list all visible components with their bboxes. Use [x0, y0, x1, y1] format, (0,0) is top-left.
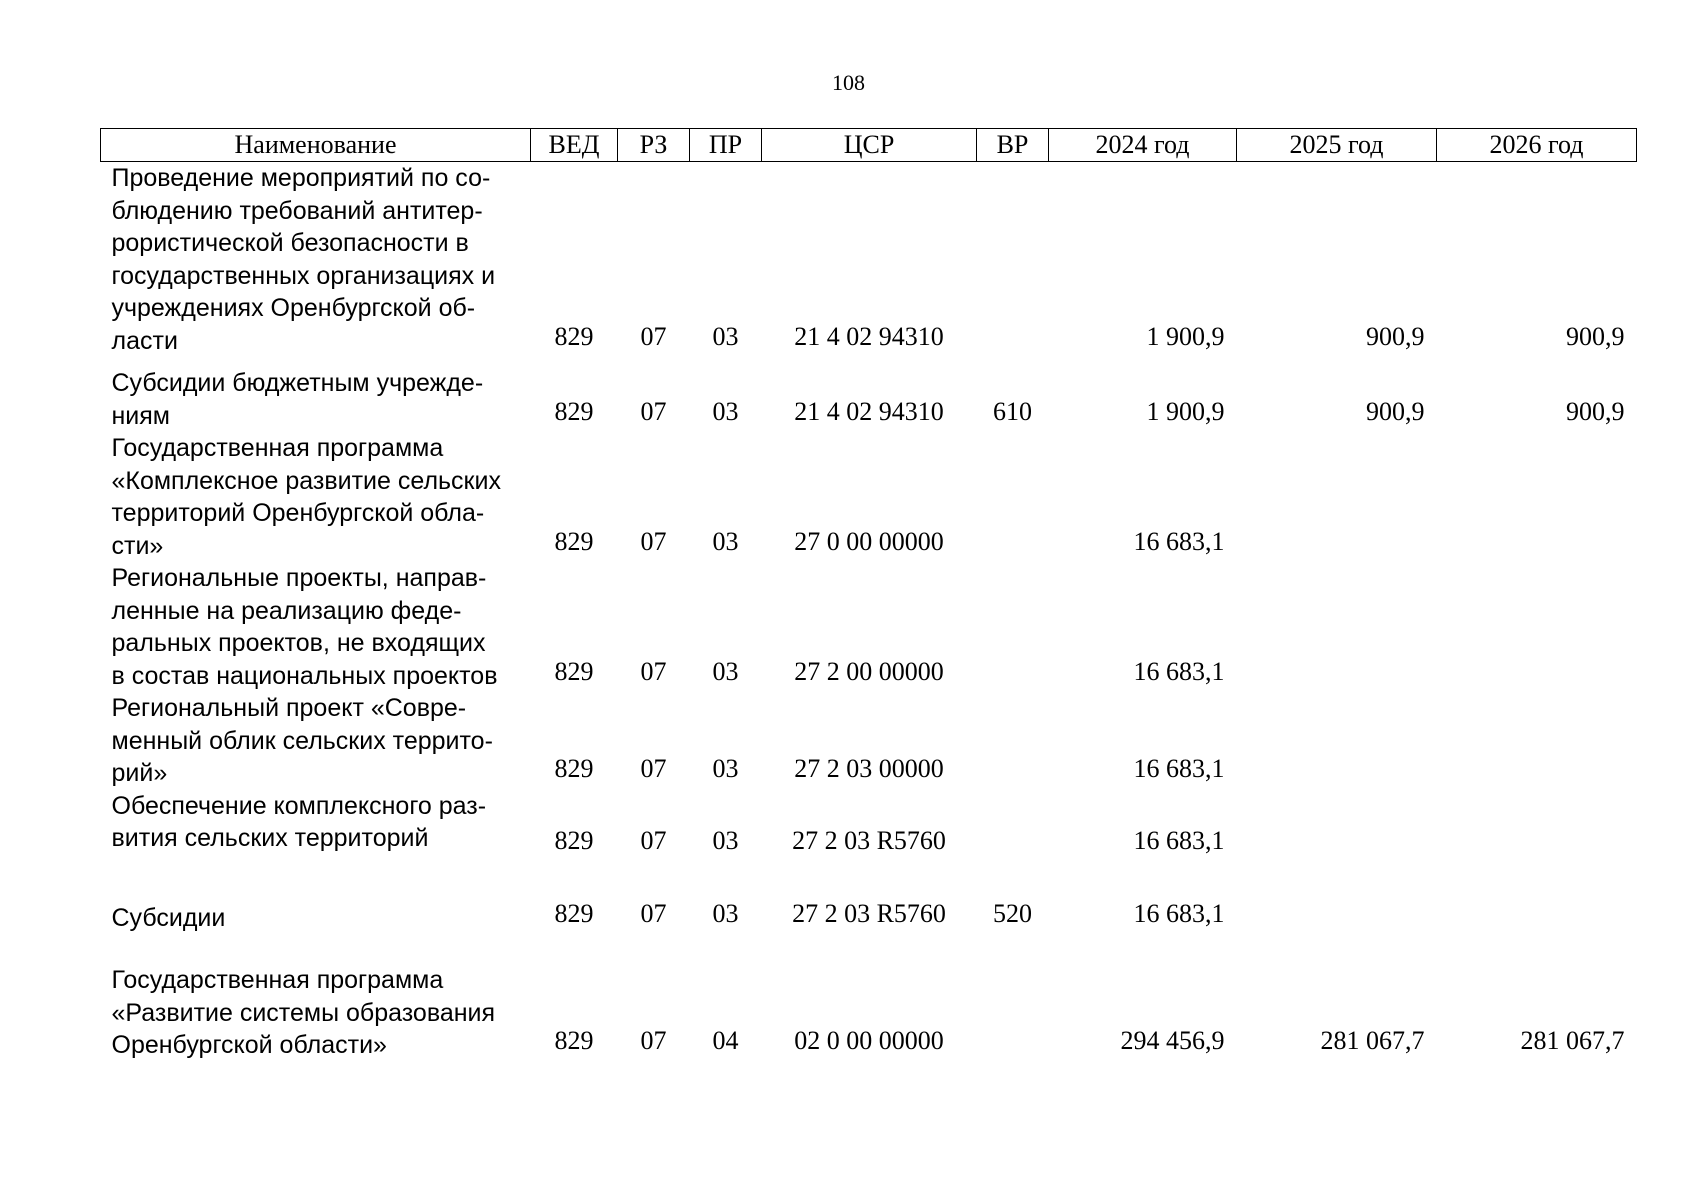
row-amount-2024: 16 683,1 [1133, 656, 1225, 686]
row-vr: 520 [993, 898, 1032, 928]
row-name-line: Региональный проект «Совре- [111, 694, 467, 722]
row-amount-2025 [1237, 862, 1437, 935]
table-row [101, 790, 1637, 862]
row-csr: 27 2 03 00000 [794, 754, 944, 783]
row-name-line: рористической безопасности в [111, 229, 469, 257]
row-vr [977, 562, 1049, 692]
row-rz: 07 [640, 321, 667, 351]
table-row [101, 934, 1637, 1062]
row-name-line: «Комплексное развитие сельских [111, 466, 501, 495]
row-name-line: учреждениях Оренбургской об- [111, 294, 476, 322]
row-csr: 21 4 02 94310 [794, 321, 944, 351]
row-name-line: сти» [111, 531, 164, 560]
row-vr [977, 790, 1049, 862]
row-pr: 03 [712, 526, 739, 556]
row-csr: 27 0 00 00000 [794, 526, 944, 556]
row-amount-2025 [1237, 692, 1437, 790]
row-name [101, 162, 531, 358]
row-name [101, 862, 531, 935]
row-amount-2026: 900,9 [1566, 321, 1625, 351]
row-amount-2024: 16 683,1 [1133, 826, 1225, 855]
row-name-line: ниям [111, 401, 170, 430]
table-body [101, 162, 1637, 1062]
row-name [101, 357, 531, 432]
row-amount-2025 [1237, 432, 1437, 562]
row-ved: 829 [554, 754, 594, 783]
row-ved: 829 [554, 321, 594, 351]
row-name [101, 432, 531, 562]
row-pr: 03 [712, 826, 739, 855]
row-csr: 02 0 00 00000 [794, 1026, 944, 1055]
header-pr: ПР [690, 129, 762, 162]
row-rz: 07 [640, 396, 667, 426]
row-csr: 21 4 02 94310 [794, 396, 944, 426]
table-header [101, 129, 1637, 162]
row-amount-2024: 1 900,9 [1146, 396, 1225, 426]
row-amount-2024: 16 683,1 [1133, 754, 1225, 783]
row-name-line: Государственная программа [111, 434, 444, 462]
row-csr: 27 2 00 00000 [794, 656, 944, 686]
row-ved: 829 [554, 898, 594, 928]
header-name: Наименование [101, 129, 531, 162]
table-row [101, 432, 1637, 562]
row-rz: 07 [640, 754, 667, 783]
row-amount-2024: 1 900,9 [1146, 321, 1225, 351]
row-vr [977, 162, 1049, 358]
row-amount-2024: 16 683,1 [1133, 526, 1225, 556]
row-amount-2024: 16 683,1 [1133, 898, 1225, 928]
row-pr: 03 [712, 656, 739, 686]
header-2026: 2026 год [1437, 129, 1637, 162]
table-row [101, 162, 1637, 358]
row-name [101, 934, 531, 1062]
row-name-line: государственных организациях и [111, 261, 496, 290]
row-csr: 27 2 03 R5760 [792, 898, 946, 928]
row-name-line: блюдению требований антитер- [111, 196, 483, 225]
row-amount-2026 [1437, 562, 1637, 692]
row-name [101, 790, 531, 862]
row-vr: 610 [993, 396, 1032, 426]
row-rz: 07 [640, 898, 667, 928]
row-amount-2026 [1437, 790, 1637, 862]
row-amount-2025: 900,9 [1366, 321, 1425, 351]
row-ved: 829 [554, 826, 594, 855]
row-rz: 07 [640, 526, 667, 556]
row-rz: 07 [640, 656, 667, 686]
row-vr [977, 692, 1049, 790]
row-name-line: Проведение мероприятий по со- [111, 164, 491, 192]
row-name [101, 562, 531, 692]
row-name-line: менный облик сельских террито- [111, 726, 493, 755]
row-pr: 03 [712, 754, 739, 783]
row-name-line: вития сельских территорий [111, 824, 429, 852]
row-pr: 03 [712, 898, 739, 928]
row-amount-2025 [1237, 562, 1437, 692]
row-name-line: Оренбургской области» [111, 1031, 387, 1059]
table-row [101, 357, 1637, 432]
row-amount-2026 [1437, 432, 1637, 562]
row-name-line: Региональные проекты, направ- [111, 564, 487, 592]
row-name-line: Субсидии [111, 903, 226, 932]
row-name-line: ральных проектов, не входящих [111, 629, 486, 657]
row-amount-2026 [1437, 692, 1637, 790]
row-pr: 04 [712, 1026, 739, 1055]
row-name [101, 692, 531, 790]
header-rz: РЗ [618, 129, 690, 162]
row-pr: 03 [712, 321, 739, 351]
row-amount-2026 [1437, 862, 1637, 935]
row-name-line: территорий Оренбургской обла- [111, 499, 485, 527]
row-name-line: «Развитие системы образования [111, 998, 496, 1027]
row-name-line: рий» [111, 759, 168, 787]
row-name-line: в состав национальных проектов [111, 661, 498, 690]
row-ved: 829 [554, 1026, 594, 1055]
row-name-line: Государственная программа [111, 966, 444, 994]
row-name-line: Обеспечение комплексного раз- [111, 791, 487, 820]
table-row [101, 862, 1637, 935]
row-ved: 829 [554, 656, 594, 686]
table-row [101, 692, 1637, 790]
row-vr [977, 432, 1049, 562]
row-name-line: ласти [111, 326, 178, 355]
row-amount-2026: 900,9 [1566, 396, 1625, 426]
row-name-line: ленные на реализацию феде- [111, 596, 462, 625]
row-ved: 829 [554, 526, 594, 556]
table-row [101, 562, 1637, 692]
header-ved: ВЕД [531, 129, 618, 162]
header-vr: ВР [977, 129, 1049, 162]
row-amount-2025: 281 067,7 [1320, 1026, 1425, 1055]
header-2025: 2025 год [1237, 129, 1437, 162]
header-2024: 2024 год [1049, 129, 1237, 162]
row-amount-2024: 294 456,9 [1120, 1026, 1225, 1055]
row-csr: 27 2 03 R5760 [792, 826, 946, 855]
row-vr [977, 934, 1049, 1062]
row-ved: 829 [554, 396, 594, 426]
row-amount-2025: 900,9 [1366, 396, 1425, 426]
header-csr: ЦСР [762, 129, 977, 162]
page-number: 108 [832, 70, 865, 95]
row-amount-2025 [1237, 790, 1437, 862]
row-name-line: Субсидии бюджетным учрежде- [111, 369, 484, 397]
row-rz: 07 [640, 826, 667, 855]
budget-table [100, 128, 1637, 1062]
row-rz: 07 [640, 1026, 667, 1055]
row-amount-2026: 281 067,7 [1520, 1026, 1625, 1055]
row-pr: 03 [712, 396, 739, 426]
